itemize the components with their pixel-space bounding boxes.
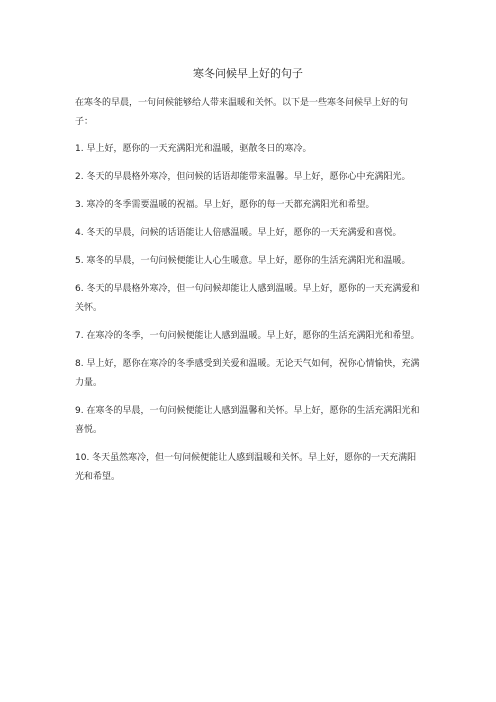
list-item: 2. 冬天的早晨格外寒冷，但问候的话语却能带来温馨。早上好，愿你心中充满阳光。: [75, 172, 411, 182]
intro-paragraph: 在寒冬的早晨，一句问候能够给人带来温暖和关怀。以下是一些寒冬问候早上好的句子：: [75, 98, 409, 127]
list-item: 4. 冬天的早晨，问候的话语能让人倍感温暖。早上好，愿你的一天充满爱和喜悦。: [75, 228, 402, 238]
list-item: 5. 寒冬的早晨，一句问候便能让人心生暖意。早上好，愿你的生活充满阳光和温暖。: [75, 256, 411, 266]
list-item: 9. 在寒冬的早晨，一句问候便能让人感到温馨和关怀。早上好，愿你的生活充满阳光和喜悦。: [75, 406, 420, 435]
list-item: 10. 冬天虽然寒冷，但一句问候便能让人感到温暖和关怀。早上好，愿你的一天充满阳光和希望。: [75, 453, 417, 482]
list-item: 8. 早上好，愿你在寒冷的冬季感受到关爱和温暖。无论天气如何，祝你心情愉快，充满力量。: [75, 359, 420, 388]
document-body: [75, 94, 423, 496]
list-item: 3. 寒冷的冬季需要温暖的祝福。早上好，愿你的每一天都充满阳光和希望。: [75, 200, 375, 210]
document-title: 寒冬问候早上好的句子: [193, 67, 303, 80]
list-item: 7. 在寒冷的冬季，一句问候便能让人感到温暖。早上好，愿你的生活充满阳光和希望。: [75, 331, 420, 341]
list-item: 6. 冬天的早晨格外寒冷，但一句问候却能让人感到温暖。早上好，愿你的一天充满爱和关怀。: [75, 284, 420, 313]
list-item: 1. 早上好，愿你的一天充满阳光和温暖，驱散冬日的寒冷。: [75, 144, 312, 154]
